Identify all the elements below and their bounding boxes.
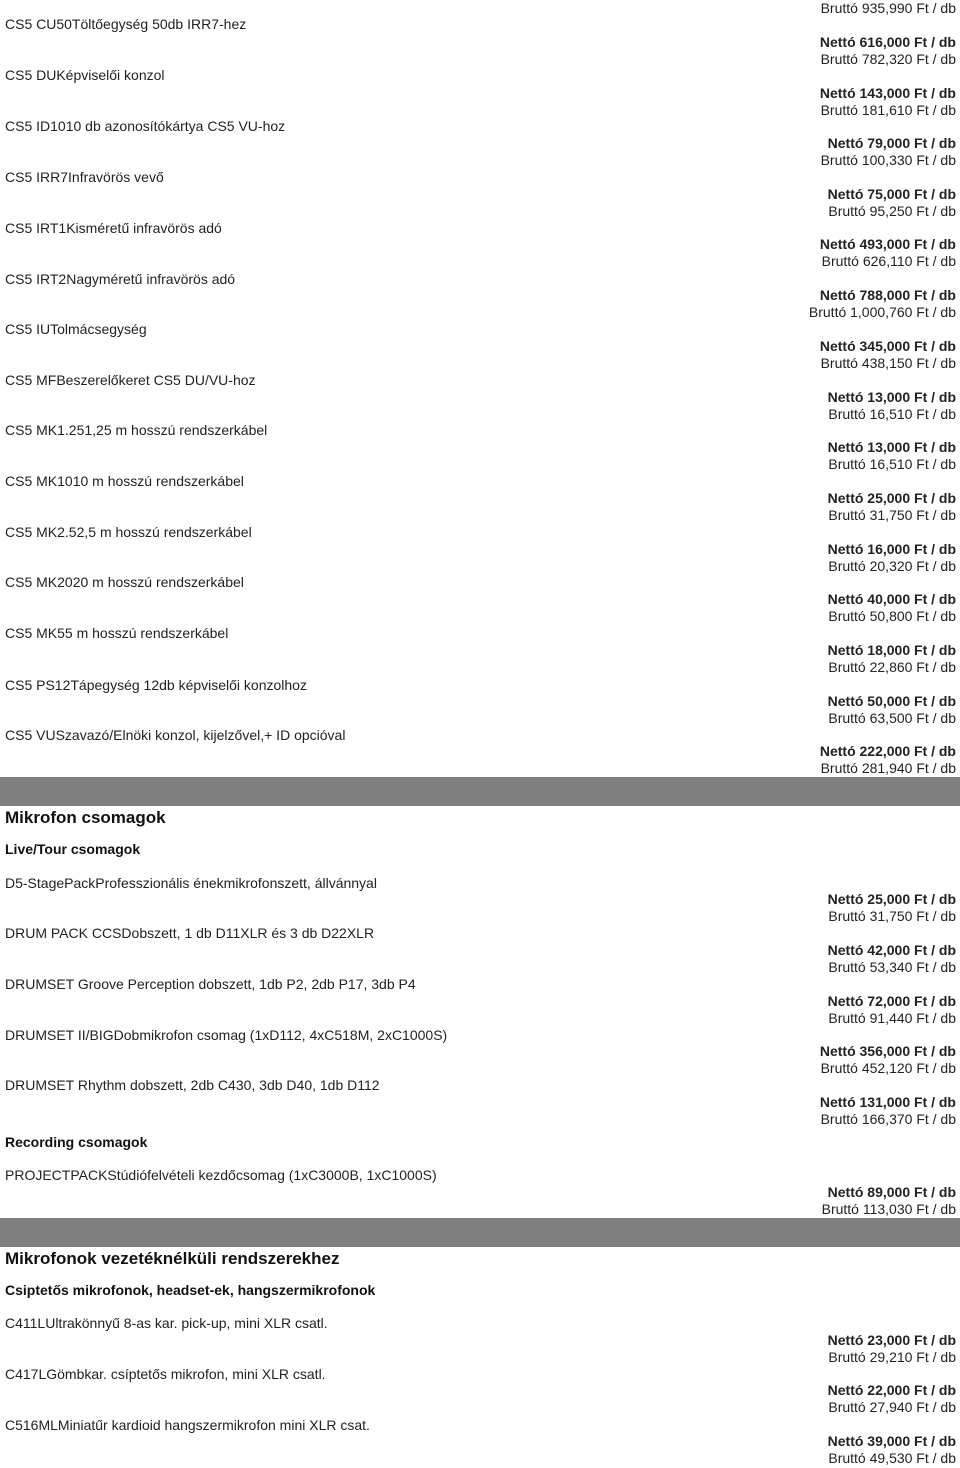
price-net: Nettó 13,000 Ft / db: [827, 389, 956, 405]
price-gross: Bruttó 782,320 Ft / db: [820, 51, 956, 67]
price-gross: Bruttó 100,330 Ft / db: [820, 152, 956, 168]
product-name: C411LUltrakönnyű 8-as kar. pick-up, mini XLR csatl.: [5, 1315, 328, 1331]
price-gross: Bruttó 95,250 Ft / db: [828, 203, 956, 219]
price-block: [828, 1433, 956, 1467]
product-name: C516MLMiniatűr kardioid hangszermikrofon mini XLR csat.: [5, 1417, 370, 1433]
product-name: CS5 CU50Töltőegység 50db IRR7-hez: [5, 16, 247, 32]
price-net: Nettó 39,000 Ft / db: [827, 1433, 956, 1449]
price-gross: Bruttó 113,030 Ft / db: [821, 1201, 956, 1217]
price-net: Nettó 25,000 Ft / db: [827, 490, 956, 506]
price-gross: Bruttó 29,210 Ft / db: [828, 1349, 956, 1365]
price-gross: Bruttó 22,860 Ft / db: [828, 659, 956, 675]
price-net: Nettó 42,000 Ft / db: [827, 942, 956, 958]
price-block: [828, 490, 956, 524]
price-block: [828, 993, 956, 1027]
product-name: DRUMSET II/BIGDobmikrofon csomag (1xD112, 4xC518M, 2xC1000S): [5, 1027, 448, 1043]
price-net: Nettó 345,000 Ft / db: [819, 338, 956, 354]
product-name: D5-StagePackProfesszionális énekmikrofonszett, állvánnyal: [5, 875, 377, 891]
product-name: CS5 ID1010 db azonosítókártya CS5 VU-hoz: [5, 118, 286, 134]
product-name: CS5 PS12Tápegység 12db képviselői konzolhoz: [5, 677, 307, 693]
section-title: Mikrofon csomagok: [5, 808, 166, 827]
product-name: DRUMSET Groove Perception dobszett, 1db P2, 2db P17, 3db P4: [5, 976, 416, 992]
price-net: Nettó 356,000 Ft / db: [819, 1043, 956, 1059]
product-name: DRUM PACK CCSDobszett, 1 db D11XLR és 3 db D22XLR: [5, 925, 375, 941]
price-net: Nettó 143,000 Ft / db: [819, 85, 956, 101]
price-gross: Bruttó 53,340 Ft / db: [828, 959, 956, 975]
price-net: Nettó 50,000 Ft / db: [827, 693, 956, 709]
product-name: CS5 IRR7Infravörös vevő: [5, 169, 164, 185]
product-name: C417LGömbkar. csíptetős mikrofon, mini XLR csatl.: [5, 1366, 326, 1382]
price-block: [820, 85, 956, 119]
price-block: [820, 1043, 956, 1077]
product-name: CS5 MK1010 m hosszú rendszerkábel: [5, 473, 244, 489]
product-name: CS5 MK1.251,25 m hosszú rendszerkábel: [5, 422, 268, 438]
price-net: Nettó 222,000 Ft / db: [819, 743, 956, 759]
price-gross: Bruttó 438,150 Ft / db: [820, 355, 956, 371]
price-block: [820, 1094, 956, 1128]
product-name: DRUMSET Rhythm dobszett, 2db C430, 3db D40, 1db D112: [5, 1077, 380, 1093]
product-name: CS5 IRT2Nagyméretű infravörös adó: [5, 271, 236, 287]
price-gross: Bruttó 1,000,760 Ft / db: [808, 304, 956, 320]
section-title: Mikrofonok vezetéknélküli rendszerekhez: [5, 1249, 340, 1268]
price-gross: Bruttó 16,510 Ft / db: [828, 456, 956, 472]
section-band: [0, 777, 960, 806]
price-gross: Bruttó 281,940 Ft / db: [820, 760, 956, 776]
product-name: CS5 IUTolmácsegység: [5, 321, 147, 337]
price-block: [820, 743, 956, 777]
subsection-title: Live/Tour csomagok: [5, 841, 141, 857]
price-net: Nettó 89,000 Ft / db: [827, 1184, 956, 1200]
price-net: Nettó 616,000 Ft / db: [819, 34, 956, 50]
price-block: [828, 1382, 956, 1416]
price-block: [820, 34, 956, 68]
price-gross: Bruttó 166,370 Ft / db: [820, 1111, 956, 1127]
price-gross: Bruttó 31,750 Ft / db: [828, 908, 956, 924]
price-block: [821, 135, 956, 169]
product-name: CS5 MK2020 m hosszú rendszerkábel: [5, 574, 244, 590]
price-net: Nettó 13,000 Ft / db: [827, 439, 956, 455]
product-name: CS5 DUKépviselői konzol: [5, 67, 165, 83]
price-gross: Bruttó 181,610 Ft / db: [820, 102, 956, 118]
price-gross: Bruttó 63,500 Ft / db: [828, 710, 956, 726]
price-block: [828, 439, 956, 473]
price-gross: Bruttó 91,440 Ft / db: [828, 1010, 956, 1026]
product-name: CS5 IRT1Kisméretű infravörös adó: [5, 220, 222, 236]
price-block: [828, 642, 956, 676]
product-name: PROJECTPACKStúdiófelvételi kezdőcsomag (1xC3000B, 1xC1000S): [5, 1167, 437, 1183]
price-block: [822, 1184, 956, 1218]
product-name: CS5 VUSzavazó/Elnöki konzol, kijelzővel,+ ID opcióval: [5, 727, 346, 743]
price-block: [828, 891, 956, 925]
price-gross: Bruttó 452,120 Ft / db: [820, 1060, 956, 1076]
subsection-title: Recording csomagok: [5, 1134, 148, 1150]
price-gross: Bruttó 31,750 Ft / db: [828, 507, 956, 523]
price-block: [828, 693, 956, 727]
price-gross: Bruttó 20,320 Ft / db: [828, 558, 956, 574]
price-block: [820, 338, 956, 372]
price-block: [820, 236, 956, 270]
price-block: [828, 541, 956, 575]
price-net: Nettó 788,000 Ft / db: [819, 287, 956, 303]
price-block: [828, 591, 956, 625]
price-net: Nettó 25,000 Ft / db: [827, 891, 956, 907]
price-gross: Bruttó 16,510 Ft / db: [828, 406, 956, 422]
price-net: Nettó 23,000 Ft / db: [827, 1332, 956, 1348]
price-gross: Bruttó 50,800 Ft / db: [828, 608, 956, 624]
product-name: CS5 MFBeszerelőkeret CS5 DU/VU-hoz: [5, 372, 256, 388]
price-block: [828, 942, 956, 976]
price-gross: Bruttó 626,110 Ft / db: [821, 253, 956, 269]
price-gross: Bruttó 935,990 Ft / db: [820, 0, 956, 16]
price-net: Nettó 22,000 Ft / db: [827, 1382, 956, 1398]
price-net: Nettó 79,000 Ft / db: [827, 135, 956, 151]
price-net: Nettó 72,000 Ft / db: [827, 993, 956, 1009]
subsection-title: Csiptetős mikrofonok, headset-ek, hangszermikrofonok: [5, 1282, 376, 1298]
price-block: [828, 1332, 956, 1366]
price-net: Nettó 131,000 Ft / db: [819, 1094, 956, 1110]
price-net: Nettó 75,000 Ft / db: [827, 186, 956, 202]
price-block: [828, 186, 956, 220]
price-net: Nettó 16,000 Ft / db: [827, 541, 956, 557]
price-net: Nettó 40,000 Ft / db: [827, 591, 956, 607]
price-gross: Bruttó 27,940 Ft / db: [828, 1399, 956, 1415]
product-name: CS5 MK55 m hosszú rendszerkábel: [5, 625, 229, 641]
price-block: [828, 389, 956, 423]
price-net: Nettó 493,000 Ft / db: [819, 236, 956, 252]
price-block: [809, 287, 956, 321]
price-gross: Bruttó 49,530 Ft / db: [828, 1450, 956, 1466]
section-band: [0, 1218, 960, 1247]
price-net: Nettó 18,000 Ft / db: [827, 642, 956, 658]
product-name: CS5 MK2.52,5 m hosszú rendszerkábel: [5, 524, 252, 540]
